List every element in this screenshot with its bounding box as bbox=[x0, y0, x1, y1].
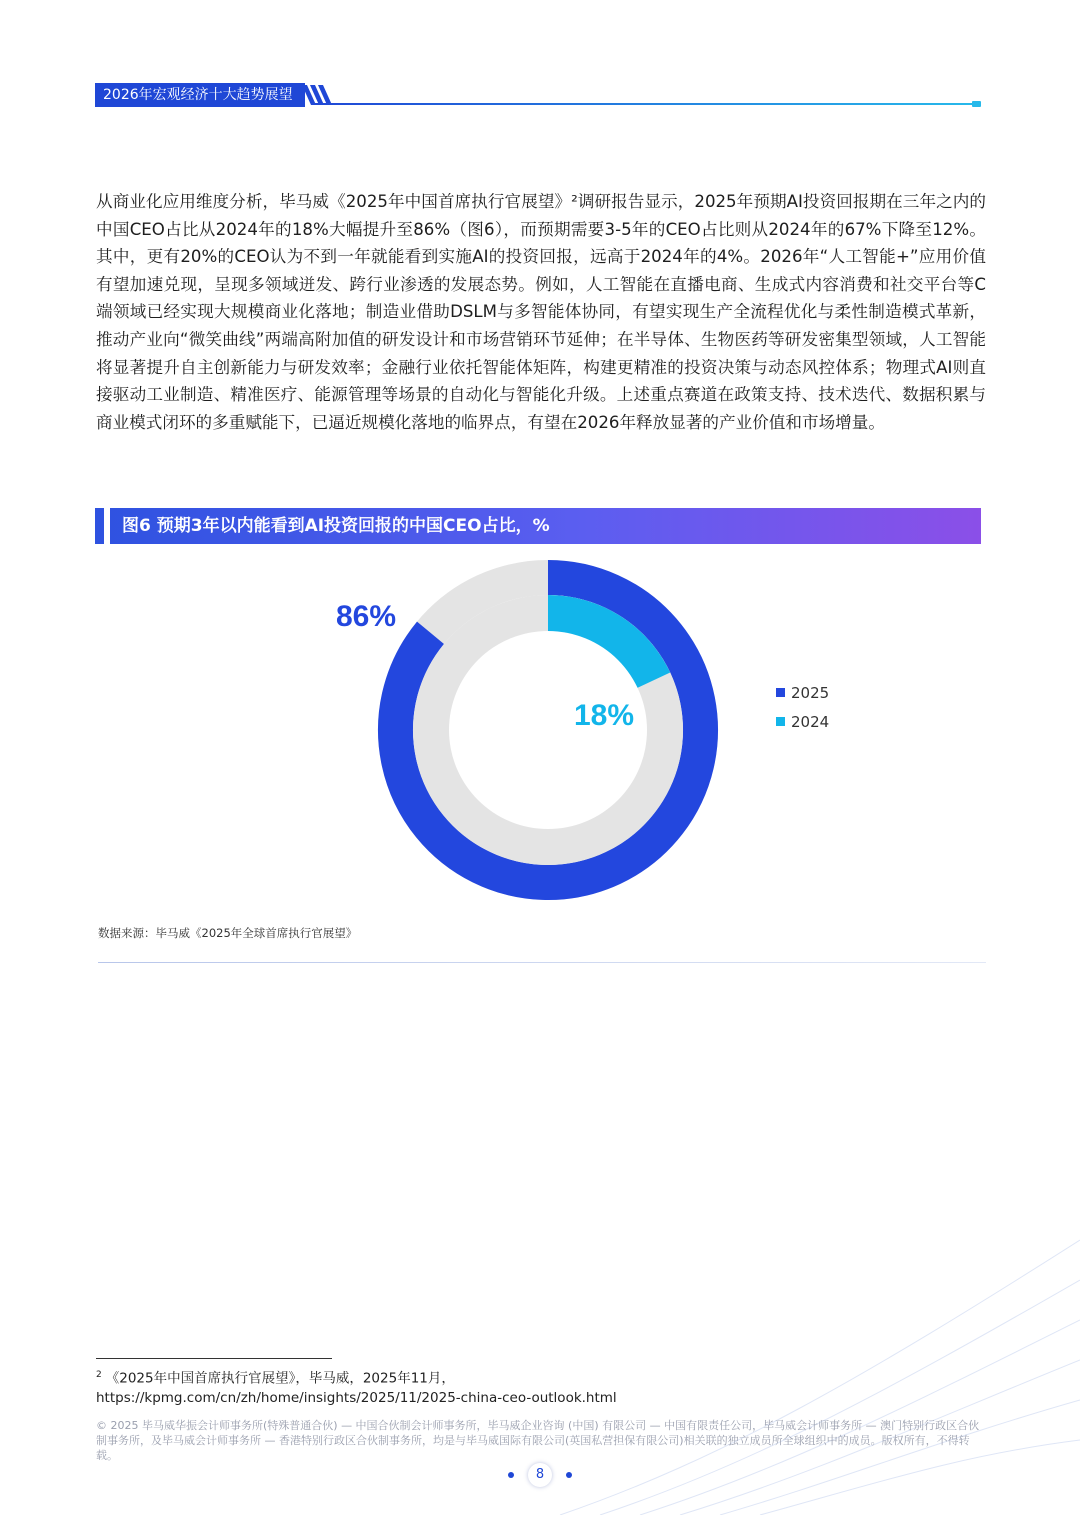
page-number: 8 bbox=[528, 1463, 552, 1487]
section-divider bbox=[98, 962, 986, 963]
footnote-rule bbox=[96, 1358, 332, 1359]
page-nav-dot-left bbox=[508, 1472, 514, 1478]
data-label-2024: 18% bbox=[573, 699, 635, 732]
legend-label-2024: 2024 bbox=[791, 712, 830, 731]
footnote-line-1: 《2025年中国首席执行官展望》，毕马威，2025年11月， bbox=[105, 1370, 455, 1387]
copyright-notice: © 2025 毕马威华振会计师事务所(特殊普通合伙) — 中国合伙制会计师事务所，毕马威企业咨询 (中国) 有限公司 — 中国有限责任公司，毕马威会计师事务所 — 澳门特别行政区合伙制事务所，及毕马威会计师事务所 — 香港特别行政区合伙制事务所，均是与毕马威国际有限公司(英国私营担保有限公司)相关联的独立成员所全球组织中的成员。版权所有，不得转载。 bbox=[96, 1419, 980, 1462]
legend-item-2025 bbox=[776, 678, 829, 707]
data-label-2025: 86% bbox=[335, 600, 397, 633]
legend-label-2025: 2025 bbox=[791, 683, 830, 702]
chart-legend bbox=[776, 678, 829, 736]
legend-swatch-2024 bbox=[776, 717, 785, 726]
legend-swatch-2025 bbox=[776, 688, 785, 697]
footnote bbox=[96, 1366, 617, 1408]
page-nav-dot-right bbox=[566, 1472, 572, 1478]
figure-source: 数据来源：毕马威《2025年全球首席执行官展望》 bbox=[98, 926, 358, 940]
legend-item-2024 bbox=[776, 707, 829, 736]
figure-title: 图6 预期3年以内能看到AI投资回报的中国CEO占比，% bbox=[122, 516, 550, 536]
footnote-marker: 2 bbox=[96, 1370, 102, 1380]
body-paragraph: 从商业化应用维度分析，毕马威《2025年中国首席执行官展望》²调研报告显示，2025年预期AI投资回报期在三年之内的中国CEO占比从2024年的18%大幅提升至86%（图6），而预期需要3-5年的CEO占比则从2024年的67%下降至12%。其中，更有20%的CEO认为不到一年就能看到实施AI的投资回报，远高于2024年的4%。2026年“人工智能+”应用价值有望加速兑现，呈现多领域迸发、跨行业渗透的发展态势。例如，人工智能在直播电商、生成式内容消费和社交平台等C端领域已经实现大规模商业化落地；制造业借助DSLM与多智能体协同，有望实现生产全流程优化与柔性制造模式革新，推动产业向“微笑曲线”两端高附加值的研发设计和市场营销环节延伸；在半导体、生物医药等研发密集型领域，人工智能将显著提升自主创新能力与研发效率；金融行业依托智能体矩阵，构建更精准的投资决策与动态风控体系；物理式AI则直接驱动工业制造、精准医疗、能源管理等场景的自动化与智能化升级。上述重点赛道在政策支持、技术迭代、数据积累与商业模式闭环的多重赋能下，已逼近规模化落地的临界点，有望在2026年释放显著的产业价值和市场增量。 bbox=[96, 192, 986, 432]
page-nav bbox=[508, 1462, 572, 1488]
footnote-url[interactable]: https://kpmg.com/cn/zh/home/insights/2025/11/2025-china-ceo-outlook.html bbox=[96, 1389, 617, 1406]
header-title: 2026年宏观经济十大趋势展望 bbox=[95, 83, 305, 107]
